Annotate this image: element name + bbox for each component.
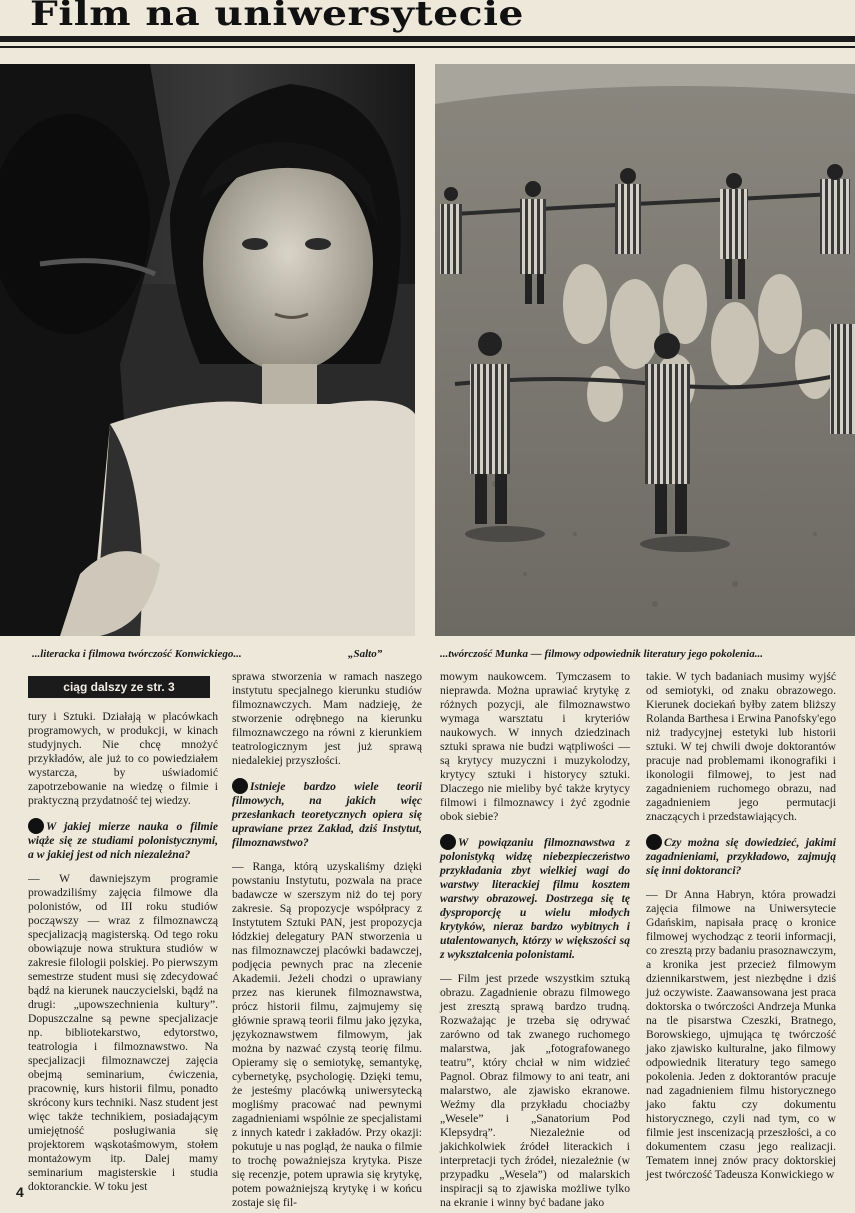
interview-question bbox=[646, 834, 836, 878]
question-text: Istnieje bardzo wiele teorii filmowych, na jakich więc przesłankach teoretycznych opiera się uprawiane przez Zakład, dziś Instytut, filmoznawstwo? bbox=[232, 780, 422, 849]
caption-left: ...literacka i filmowa twórczość Konwickiego... bbox=[32, 648, 242, 660]
article-column-4 bbox=[646, 670, 836, 1185]
paragraph: — Dr Anna Habryn, która prowadzi zajęcia filmowe na Uniwersytecie Gdańskim, napisała pracę o kronice filmowej wychodząc z teorii informacji, co zresztą przy badaniu prasoznawczym, a kronika jest przecież filmowym dziennikarstwem, jest niezbędne i dziś już oczywiste. Zaawansowana jest praca doktorska o twórczości Andrzeja Munka na tle pisarstwa Czeszki, Bratnego, Borowskiego, ujmująca tę twórczość jako zjawisko kulturalne, jako filmowy odpowiednik literatury tego samego pokolenia. Jeden z doktorantów pracuje nad zagadnieniem filmu historycznego jako faktu czy dokumentu historycznego, czyli nad tym, co w filmie jest inscenizacją przeszłości, a co dokumentem czasu jego realizacji. Tematem innej znów pracy doktorskiej jest twórczość Tadeusza Konwickiego w bbox=[646, 888, 836, 1181]
interview-question bbox=[28, 818, 218, 862]
article-column-3 bbox=[440, 670, 630, 1213]
question-text: W powiązaniu filmoznawstwa z polonistyką widzę niebezpieczeństwo przykładania zbyt wielkiej wagi do warstwy literackiej filmu kosztem warstwy obrazowej. Dostrzega się tę dysproporcję u wielu młodych krytyków, nieraz bardzo wybitnych i utalentowanych, którzy w większości są z wykształcenia polonistami. bbox=[440, 836, 630, 961]
paragraph: — Ranga, którą uzyskaliśmy dzięki powstaniu Instytutu, pozwala na prace badawcze w szerszym niż do tej pory zakresie. Są propozycje współpracy z Instytutem Sztuki PAN, jest propozycja łódzkiej delegatury PAN stworzenia u nas filmoznawczej placówki badawczej, podjęcia pewnych prac na zlecenie Akademii. Jeżeli chodzi o uprawiany przez nas kierunek filmoznawstwa, prócz historii filmu, zajmujemy się głównie sprawą teorii filmu jako języka, językoznawstwem filmowym, jak można by nazwać czystą teorię filmu. Opieramy się o semiotykę, semantykę, cybernetykę, psychologię. Dzięki temu, że jesteśmy placówką uniwersytecką mogliśmy pracować nad pewnymi zagadnieniami wspólnie ze specjalistami z innych katedr i zakładów. Przy okazji: pokutuje u nas pogląd, że nauka o filmie to trochę poważniejsza krytyka. Pisze się recenzje, potem uprawia się krytykę, potem poważniejszą krytykę i w końcu zostaje się fil- bbox=[232, 860, 422, 1209]
caption-film-title: „Salto” bbox=[348, 648, 383, 660]
paragraph: tury i Sztuki. Działają w placówkach programowych, w produkcji, w kinach studyjnych. Nie chcę mnożyć przykładów, ale już to co powiedziałem wystarcza, by uświadomić zapotrzebowanie na wiedzę o filmie i praktyczną przydatność tej wiedzy. bbox=[28, 710, 218, 807]
bullet-dot-icon bbox=[646, 834, 662, 850]
paragraph: takie. W tych badaniach musimy wyjść od semiotyki, od znaku obrazowego. Kierunek dociekań byłby zatem bliższy Rolanda Barthesa i Erwina Panofsky'ego niż tradycyjnej estetyki lub historii sztuki. W tej chwili dwoje doktorantów pracuje nad problemami ikonografiki i ikonologii filmowej, to jest nad zagadnieniem ruchomego obrazu, nad zagadnieniem jego permutacji znaczących i przedstawiających. bbox=[646, 670, 836, 823]
paragraph: — W dawniejszym programie prowadziliśmy zajęcia filmowe dla polonistów, od III roku studiów począwszy — wraz z filmoznawczą specjalizacją magisterską. Od tego roku obowiązuje nowa struktura studiów w zakresie filologii polskiej. Po pierwszym semestrze student musi się zdecydować bądź na kierunek nauczycielski, bądź na drugi: „upowszechnienia kultury”. Dopuszczalne są pewne specjalizacje np. bibliotekarstwo, edytorstwo, teatrologia i filmoznawstwo. Na specjalizacji filmoznawczej zajęcia obejmą seminarium, ćwiczenia, pracownię, kurs historii filmu, ponadto skrócony kurs techniki. Nasz student jest więc także technikiem, posiadającym umiejętność posługiwania się projektorem wąskotaśmowym, stołem montażowym itp. Dalej mamy seminarium magisterskie i studia doktoranckie. W toku jest bbox=[28, 872, 218, 1193]
paragraph: sprawa stworzenia w ramach naszego instytutu specjalnego kierunku studiów filmoznawczych. Mam nadzieję, że stworzenie odrębnego na kierunku filmoznawczego na równi z kierunkiem teatrologicznym jest już sprawą niedalekiej przyszłości. bbox=[232, 670, 422, 767]
caption-right: ...twórczość Munka — filmowy odpowiednik literatury jego pokolenia... bbox=[440, 648, 763, 660]
bullet-dot-icon bbox=[28, 818, 44, 834]
paragraph: mowym naukowcem. Tymczasem to nieprawda. Można uprawiać krytykę z różnych pozycji, ale filmoznawstwo wymaga warsztatu i kryteriów naukowych. W innych dziedzinach sztuki sprawa nie budzi wątpliwości — są krytycy muzyczni i muzykolodzy, krytycy sztuki i historycy sztuki. Dlaczego nie mieliby być także krytycy filmowi i filmoznawcy i żyć zgodnie obok siebie? bbox=[440, 670, 630, 823]
page-number: 4 bbox=[16, 1184, 24, 1200]
article-column-1 bbox=[28, 710, 218, 1197]
header-rule-thin bbox=[0, 46, 855, 48]
page-title: Film na uniwersytecie bbox=[30, 0, 524, 34]
continued-banner: ciąg dalszy ze str. 3 bbox=[28, 676, 210, 698]
film-still-salto bbox=[0, 64, 415, 636]
article-column-2 bbox=[232, 670, 422, 1213]
question-text: W jakiej mierze nauka o filmie wiąże się ze studiami polonistycznymi, a w jakiej jest od nich niezależna? bbox=[28, 820, 218, 861]
paragraph: — Film jest przede wszystkim sztuką obrazu. Zagadnienie obrazu filmowego jest zresztą sprawą bardzo trudną. Rozważając je trzeba się odrywać zarówno od tak zwanego ruchomego malarstwa, jak „fotografowanego teatru”, który chciał w nim widzieć Pagnol. Obraz filmowy to ani teatr, ani malarstwo, ale zjawisko ekranowe. Weźmy dla przykładu chociażby „Wesele” i „Sanatorium Pod Klepsydrą”. Niezależnie od jakichkolwiek źródeł literackich i interpretacji tych źródeł, niezależnie (w przypadku „Wesela”) od malarskich inspiracji są to zjawiska możliwe tylko na ekranie i winny być badane jako bbox=[440, 972, 630, 1209]
film-still-munka bbox=[435, 64, 855, 636]
bullet-dot-icon bbox=[440, 834, 456, 850]
interview-question bbox=[232, 778, 422, 850]
interview-question bbox=[440, 834, 630, 962]
question-text: Czy można się dowiedzieć, jakimi zagadnieniami, przykładowo, zajmują się inni doktoranci? bbox=[646, 836, 836, 877]
header-rule-thick bbox=[0, 36, 855, 42]
bullet-dot-icon bbox=[232, 778, 248, 794]
